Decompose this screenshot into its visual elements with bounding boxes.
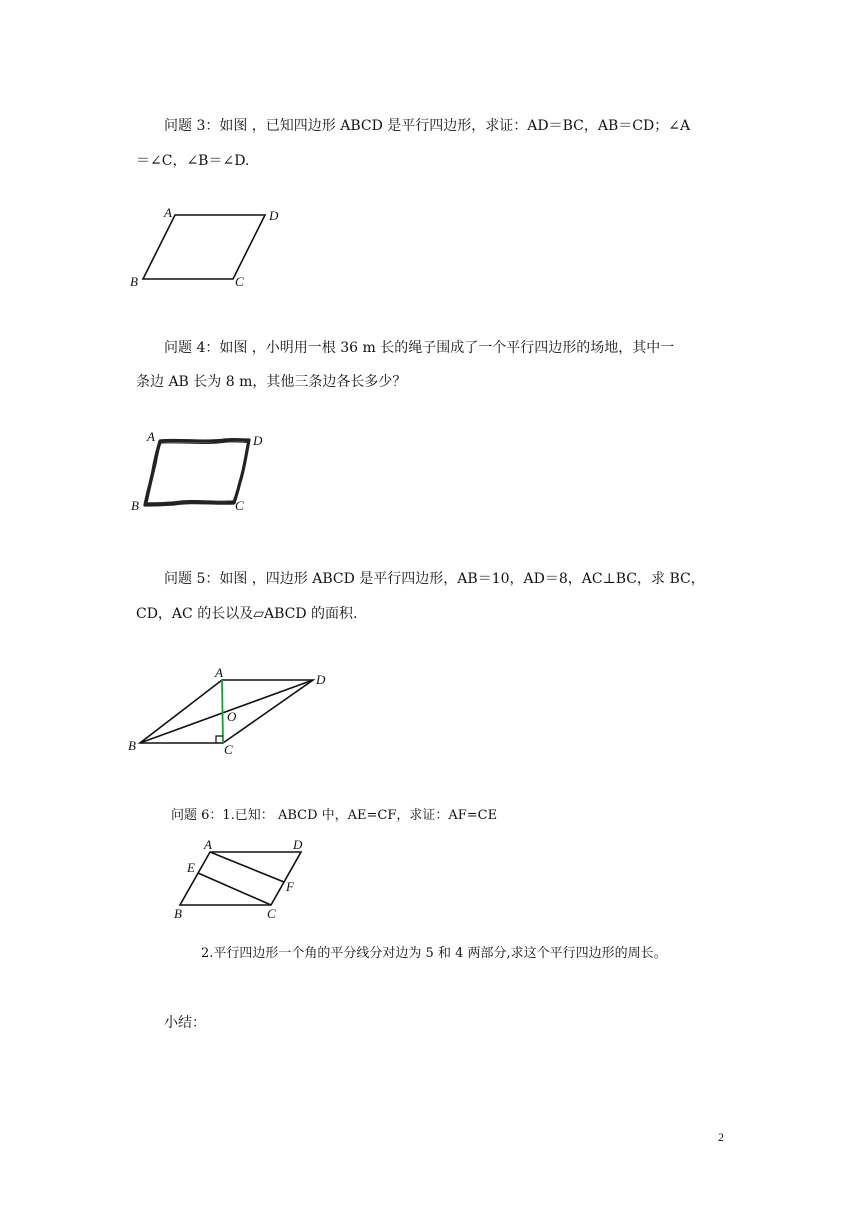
summary-label: 小结： — [164, 1015, 206, 1031]
problem-3-text-line2: ＝∠C，∠B＝∠D. — [136, 153, 250, 169]
problem-4-text-line2: 条边 AB 长为 8 m，其他三条边各长多少？ — [136, 374, 407, 390]
vertex-label-a: A — [215, 665, 223, 680]
vertex-label-a: A — [164, 205, 172, 220]
problem-6-text-line1: 问题 6：1.已知： ABCD 中，AE=CF，求证：AF=CE — [171, 808, 498, 823]
problem-5-text-line2: CD，AC 的长以及▱ABCD 的面积. — [136, 606, 358, 622]
vertex-label-a: A — [147, 429, 155, 444]
vertex-label-d: D — [253, 433, 263, 448]
problem-4-text-line1: 问题 4：如图 ，小明用一根 36 m 长的绳子围成了一个平行四边形的场地，其中一 — [164, 340, 675, 356]
point-label-o: O — [227, 709, 237, 724]
page-number: 2 — [718, 1130, 724, 1144]
vertex-label-c: C — [224, 742, 233, 757]
problem-5-text-line1: 问题 5：如图 ，四边形 ABCD 是平行四边形，AB＝10，AD＝8，AC⊥BC，求 BC， — [164, 571, 705, 587]
vertex-label-c: C — [235, 274, 244, 289]
vertex-label-c: C — [235, 498, 244, 513]
vertex-label-b: B — [131, 498, 139, 513]
point-label-e: E — [187, 860, 195, 875]
point-label-f: F — [286, 879, 294, 894]
vertex-label-c: C — [267, 906, 276, 921]
segment-ec — [198, 873, 271, 905]
vertex-label-a: A — [204, 837, 212, 852]
vertex-label-d: D — [293, 837, 303, 852]
vertex-label-b: B — [174, 906, 182, 921]
problem-6-text-line2: 2.平行四边形一个角的平分线分对边为 5 和 4 两部分,求这个平行四边形的周长。 — [201, 946, 667, 961]
vertex-label-d: D — [316, 672, 326, 687]
vertex-label-d: D — [269, 208, 279, 223]
problem-3-text-line1: 问题 3：如图 ，已知四边形 ABCD 是平行四边形，求证：AD＝BC，AB＝CD；∠A — [164, 118, 691, 134]
vertex-label-b: B — [128, 738, 136, 753]
parallelogram-abcd — [180, 852, 301, 905]
segment-af — [210, 852, 284, 882]
vertex-label-b: B — [130, 274, 138, 289]
